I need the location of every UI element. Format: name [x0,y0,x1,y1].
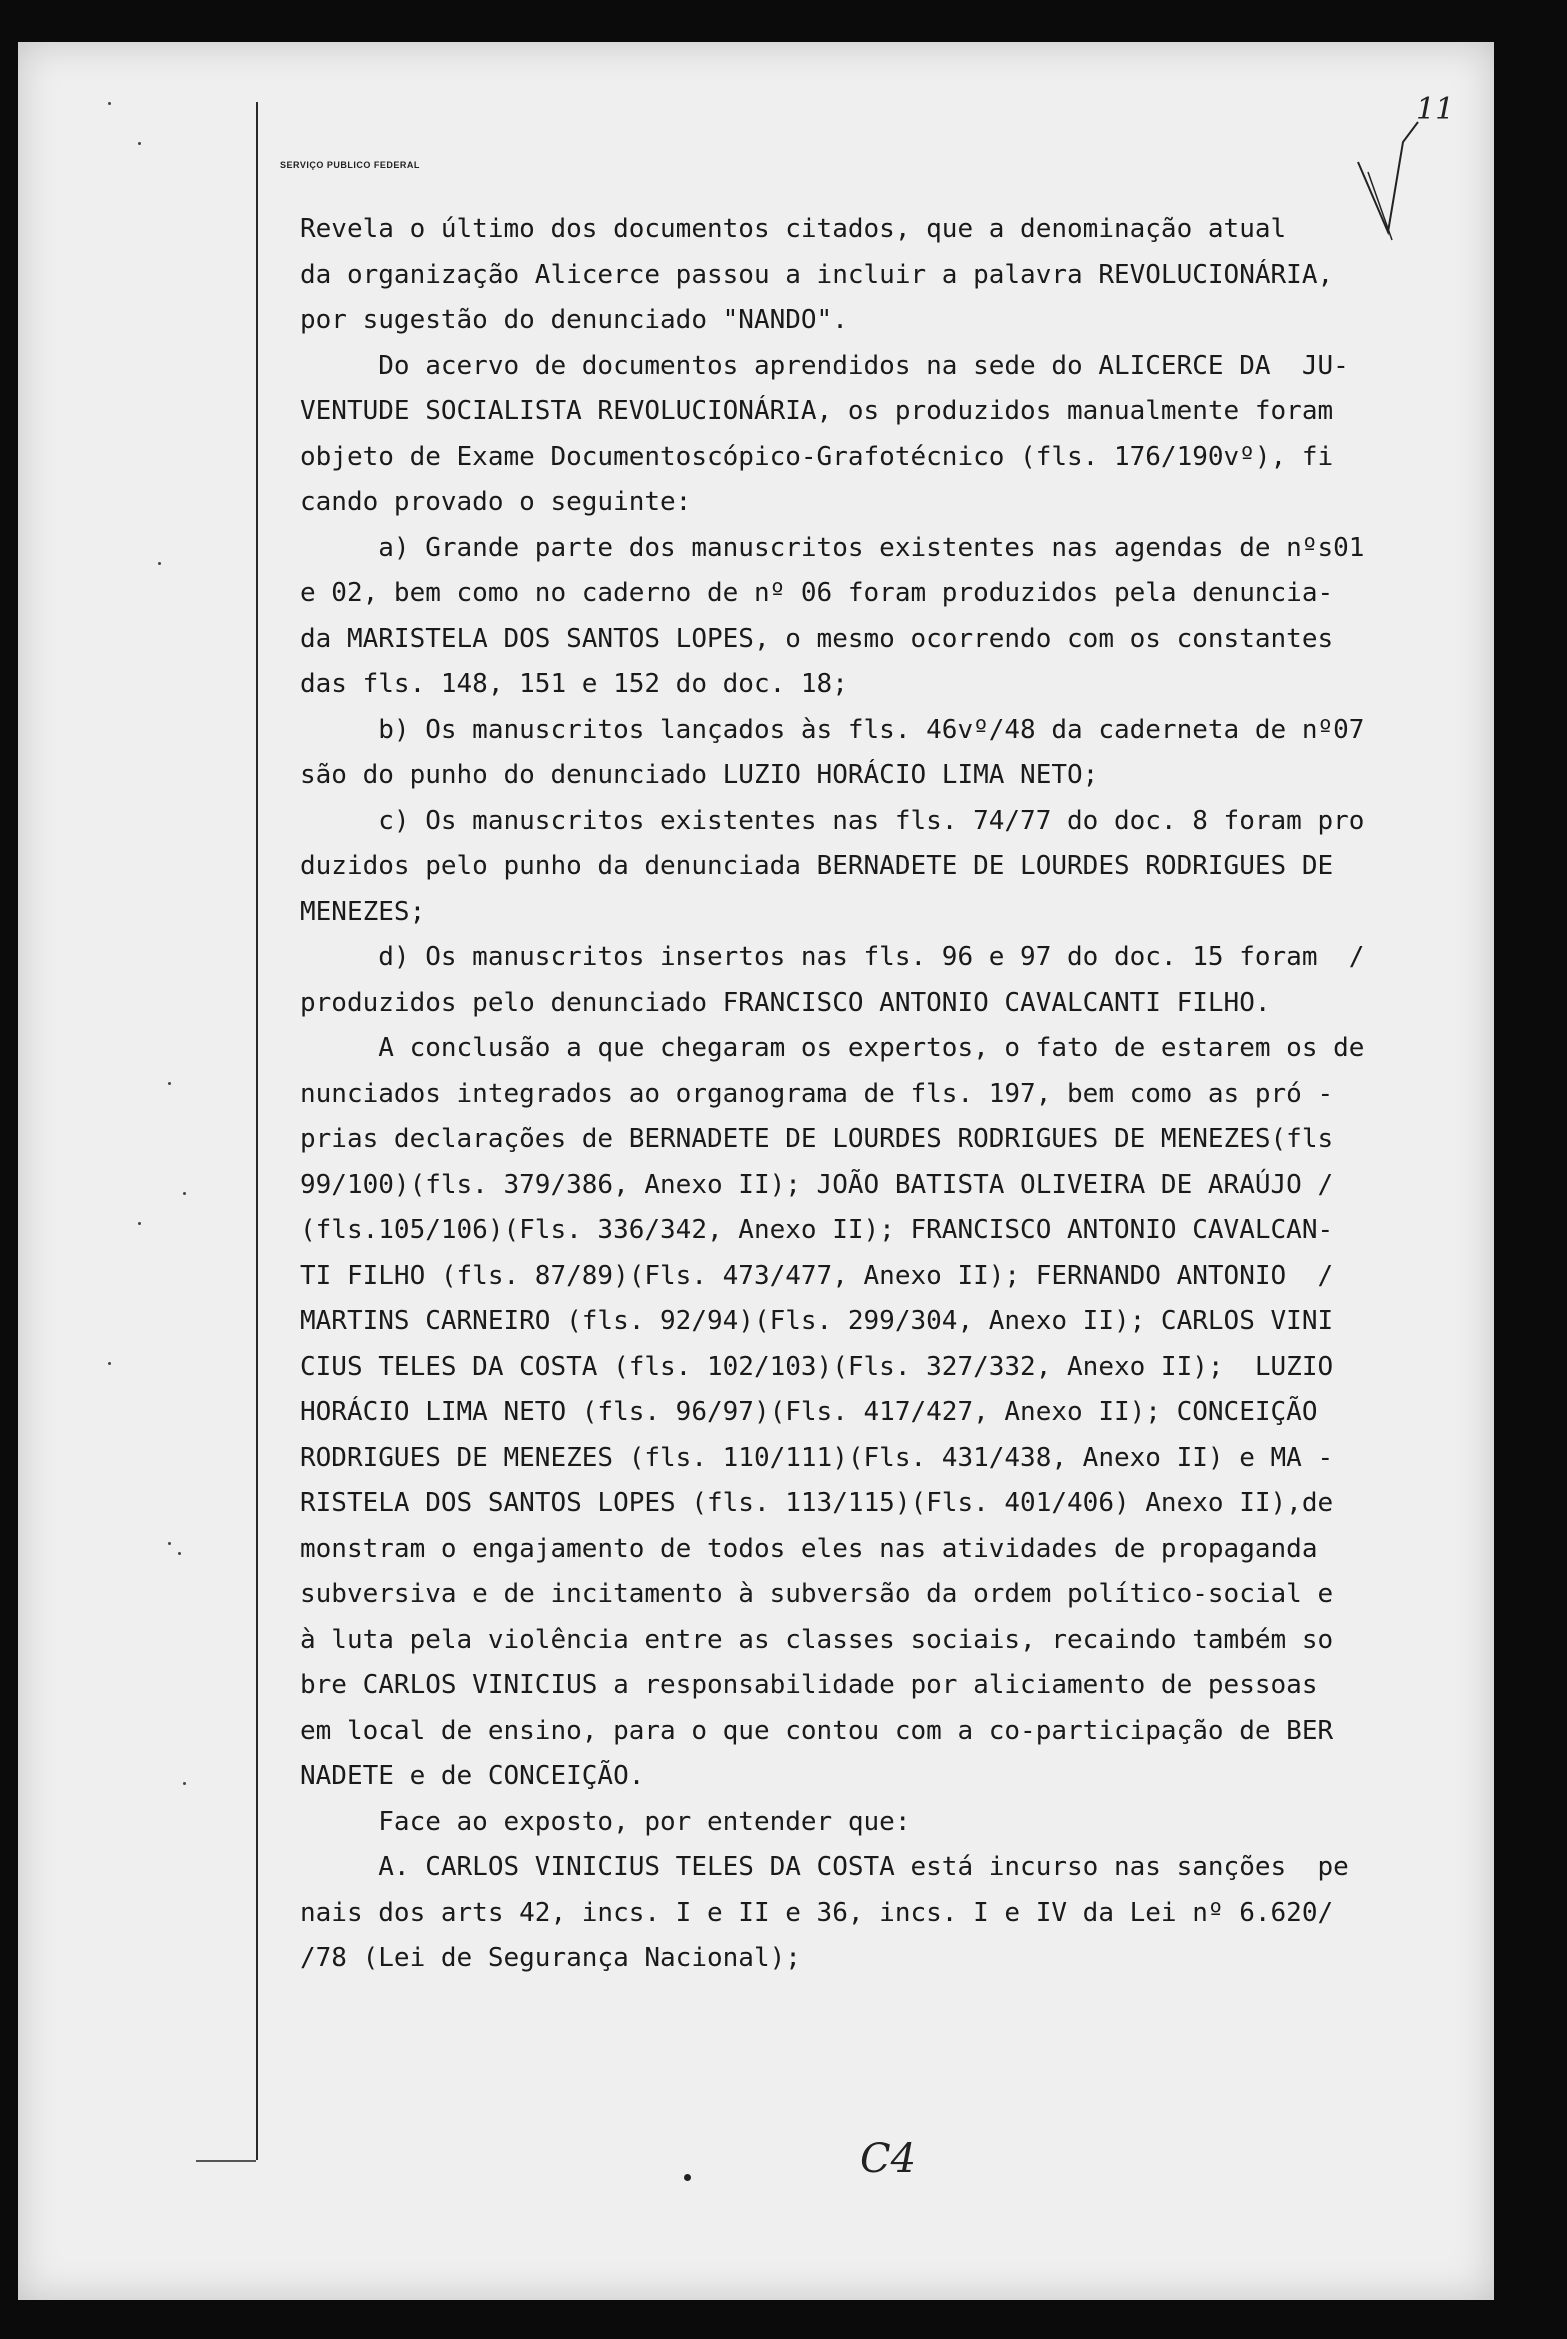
text-line: Face ao exposto, por entender que: [300,1806,911,1837]
text-line: em local de ensino, para o que contou com a co-participação de BER [300,1715,1334,1746]
text-line: HORÁCIO LIMA NETO (fls. 96/97)(Fls. 417/427, Anexo II); CONCEIÇÃO [300,1397,1318,1427]
text-line: produzidos pelo denunciado FRANCISCO ANTONIO CAVALCANTI FILHO. [300,987,1271,1018]
text-line: à luta pela violência entre as classes sociais, recaindo também so [300,1624,1334,1655]
text-line: das fls. 148, 151 e 152 do doc. 18; [300,669,848,699]
text-line: monstram o engajamento de todos eles nas atividades de propaganda [300,1533,1318,1564]
text-line: MARTINS CARNEIRO (fls. 92/94)(Fls. 299/304, Anexo II); CARLOS VINI [300,1306,1334,1336]
text-line: e 02, bem como no caderno de nº 06 foram produzidos pela denuncia- [300,578,1334,608]
text-line: Do acervo de documentos aprendidos na sede do ALICERCE DA JU- [300,350,1349,381]
ink-dot [684,2174,691,2181]
text-line: /78 (Lei de Segurança Nacional); [300,1943,801,1973]
text-line: Revela o último dos documentos citados, que a denominação atual [300,214,1287,244]
letterhead: SERVIÇO PUBLICO FEDERAL [280,160,420,170]
text-line: bre CARLOS VINICIUS a responsabilidade por aliciamento de pessoas [300,1670,1318,1700]
text-line: duzidos pelo punho da denunciada BERNADETE DE LOURDES RODRIGUES DE [300,851,1334,881]
text-line: NADETE e de CONCEIÇÃO. [300,1761,645,1791]
text-line: d) Os manuscritos insertos nas fls. 96 e 97 do doc. 15 foram / [300,942,1365,972]
handwritten-initials: C4 [860,2136,917,2182]
text-line: MENEZES; [300,896,426,927]
text-line: CIUS TELES DA COSTA (fls. 102/103)(Fls. 327/332, Anexo II); LUZIO [300,1351,1334,1382]
text-line: por sugestão do denunciado "NANDO". [300,305,848,335]
text-line: (fls.105/106)(Fls. 336/342, Anexo II); FRANCISCO ANTONIO CAVALCAN- [300,1215,1334,1245]
bottom-margin-rule [196,2160,256,2162]
text-line: RISTELA DOS SANTOS LOPES (fls. 113/115)(Fls. 401/406) Anexo II),de [300,1488,1334,1518]
document-body [300,207,1478,1982]
text-line: TI FILHO (fls. 87/89)(Fls. 473/477, Anexo II); FERNANDO ANTONIO / [300,1260,1334,1291]
text-line: nunciados integrados ao organograma de fls. 197, bem como as pró - [300,1078,1334,1109]
folio-number: 11 [1416,92,1455,127]
text-line: subversiva e de incitamento à subversão da ordem político-social e [300,1579,1334,1609]
document-page [18,42,1494,2300]
text-line: objeto de Exame Documentoscópico-Grafotécnico (fls. 176/190vº), fi [300,441,1334,472]
text-line: A. CARLOS VINICIUS TELES DA COSTA está incurso nas sanções pe [300,1852,1349,1882]
text-line: RODRIGUES DE MENEZES (fls. 110/111)(Fls. 431/438, Anexo II) e MA - [300,1442,1334,1473]
text-line: nais dos arts 42, incs. I e II e 36, incs. I e IV da Lei nº 6.620/ [300,1897,1334,1928]
text-line: A conclusão a que chegaram os expertos, o fato de estarem os de [300,1033,1365,1063]
text-line: cando provado o seguinte: [300,487,692,517]
text-line: b) Os manuscritos lançados às fls. 46vº/48 da caderneta de nº07 [300,714,1365,745]
left-margin-rule [256,102,258,2160]
text-line: são do punho do denunciado LUZIO HORÁCIO LIMA NETO; [300,760,1099,790]
text-line: da organização Alicerce passou a incluir a palavra REVOLUCIONÁRIA, [300,259,1334,290]
text-line: a) Grande parte dos manuscritos existentes nas agendas de nºs01 [300,532,1365,563]
text-line: 99/100)(fls. 379/386, Anexo II); JOÃO BATISTA OLIVEIRA DE ARAÚJO / [300,1169,1334,1200]
text-line: c) Os manuscritos existentes nas fls. 74/77 do doc. 8 foram pro [300,805,1365,836]
text-line: prias declarações de BERNADETE DE LOURDES RODRIGUES DE MENEZES(fls [300,1124,1334,1154]
text-line: VENTUDE SOCIALISTA REVOLUCIONÁRIA, os produzidos manualmente foram [300,396,1334,426]
text-line: da MARISTELA DOS SANTOS LOPES, o mesmo ocorrendo com os constantes [300,623,1334,654]
